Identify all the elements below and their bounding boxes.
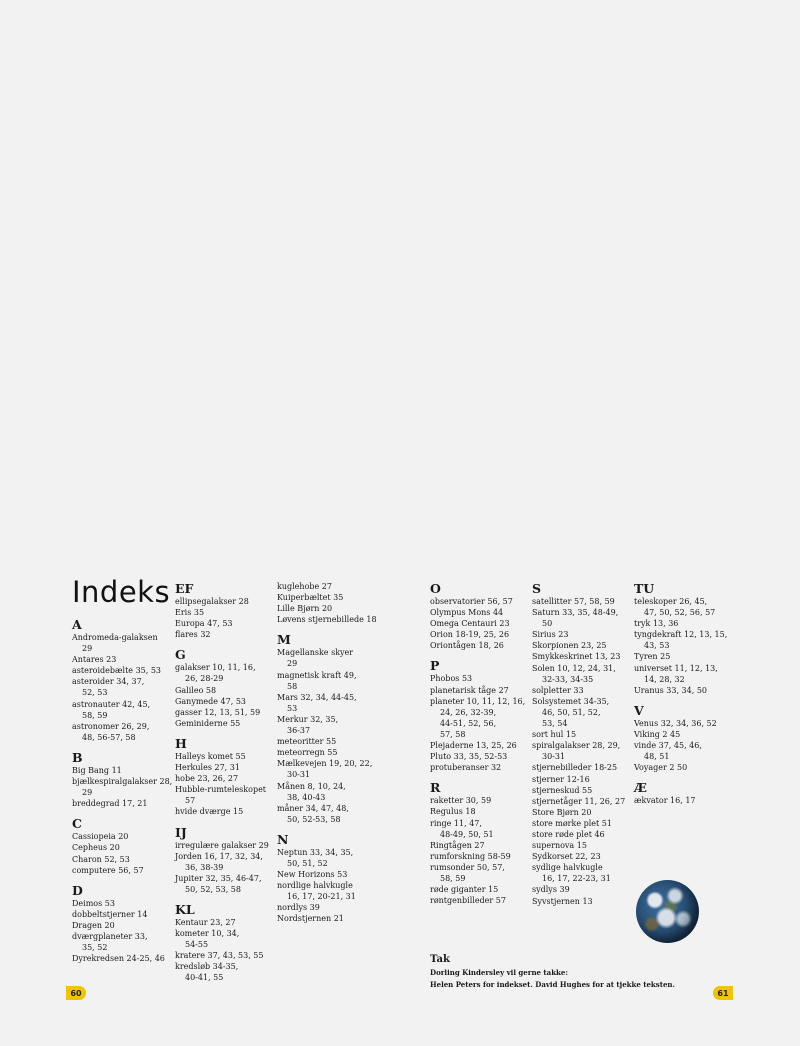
index-entry: protuberanser 32 [430, 763, 502, 773]
index-entry: New Horizons 53 [277, 870, 348, 880]
index-entry: ringe 11, 47, 48-49, 50, 51 [430, 818, 494, 839]
index-letter-heading: V [634, 702, 644, 718]
index-entry: Omega Centauri 23 [430, 619, 510, 629]
index-column-5 [532, 582, 632, 907]
index-entry: ækvator 16, 17 [634, 796, 696, 806]
page-title: Indeks [72, 575, 171, 609]
index-entry: Nordstjernen 21 [277, 914, 344, 924]
index-entry: måner 34, 47, 48, 50, 52-53, 58 [277, 803, 349, 824]
index-letter-heading: TU [634, 581, 655, 596]
index-entry: planeter 10, 11, 12, 16, 24, 26, 32-39, 44-51, 52, 56, 57, 58 [430, 696, 526, 739]
index-entry: Sirius 23 [532, 630, 569, 640]
index-letter-heading: M [277, 632, 291, 648]
index-entry: universet 11, 12, 13, 14, 28, 32 [634, 663, 718, 684]
index-entry: hobe 23, 26, 27 [175, 774, 239, 784]
index-entry: Lille Bjørn 20 [277, 604, 333, 614]
index-entry: Andromeda-galaksen 29 [72, 633, 158, 654]
index-entry: Geminiderne 55 [175, 718, 241, 728]
index-entry: tyngdekraft 12, 13, 15, 43, 53 [634, 630, 728, 651]
index-entry: Europa 47, 53 [175, 619, 233, 629]
index-entry: dværgplaneter 33, 35, 52 [72, 931, 148, 953]
index-entry: nordlys 39 [277, 903, 320, 913]
index-entry: Herkules 27, 31 [175, 763, 240, 773]
index-entry: Ganymede 47, 53 [175, 696, 246, 706]
index-entry: kredsløb 34-35, 40-41, 55 [175, 962, 239, 983]
index-letter-heading: S [532, 581, 542, 596]
index-entry: Sydkorset 22, 23 [532, 852, 601, 862]
index-entry: Big Bang 11 [72, 765, 122, 775]
index-entry: meteorregn 55 [277, 748, 338, 758]
index-entry: kratere 37, 43, 53, 55 [175, 951, 264, 961]
index-entry: vinde 37, 45, 46, 48, 51 [634, 741, 702, 762]
index-entry: nordlige halvkugle 16, 17, 20-21, 31 [277, 881, 356, 902]
index-entry: røde giganter 15 [430, 885, 499, 895]
index-letter-heading: KL [175, 901, 195, 917]
index-entry: astronauter 42, 45, 58, 59 [72, 699, 151, 720]
acknowledgements-title: Tak [430, 954, 450, 965]
index-entry: stjernebilleder 18-25 [532, 763, 618, 773]
index-entry: dobbeltstjerner 14 [72, 909, 148, 919]
index-entry: asteroidebælte 35, 53 [72, 666, 162, 676]
acknowledgements [430, 954, 690, 991]
index-entry: rumforskning 58-59 [430, 851, 511, 861]
index-entry: gasser 12, 13, 51, 59 [175, 707, 261, 717]
index-entry: sort hul 15 [532, 730, 577, 740]
index-entry: Jupiter 32, 35, 46-47, 50, 52, 53, 58 [175, 873, 262, 894]
index-entry: Dragen 20 [72, 920, 115, 930]
index-entry: breddegrad 17, 21 [72, 799, 148, 809]
index-entry: Orion 18-19, 25, 26 [430, 630, 510, 640]
index-entry: raketter 30, 59 [430, 796, 492, 806]
index-entry: galakser 10, 11, 16, 26, 28-29 [175, 663, 256, 684]
index-entry: Mars 32, 34, 44-45, 53 [277, 692, 357, 713]
index-column-2 [175, 582, 275, 984]
index-entry: Hubble-rumteleskopet 57 [175, 785, 267, 806]
page-number-left: 60 [66, 986, 86, 1000]
index-entry: flares 32 [175, 630, 211, 640]
index-entry: ellipsegalakser 28 [175, 597, 249, 606]
index-letter-heading: P [430, 658, 440, 674]
index-entry: Voyager 2 50 [634, 763, 688, 773]
index-column-4 [430, 582, 530, 906]
index-entry: Olympus Mons 44 [430, 608, 504, 618]
index-letter-heading: C [72, 816, 82, 832]
earth-image [636, 880, 699, 943]
index-entry: irregulære galakser 29 [175, 840, 269, 850]
index-entry: Pluto 33, 35, 52-53 [430, 752, 508, 762]
index-entry: Galileo 58 [175, 685, 217, 695]
index-entry: meteoritter 55 [277, 737, 337, 747]
index-column-1 [72, 618, 174, 964]
index-entry: sydlige halvkugle 16, 17, 22-23, 31 [532, 863, 611, 884]
index-entry: Ringtågen 27 [430, 840, 485, 850]
index-entry: Solen 10, 12, 24, 31, 32-33, 34-35 [532, 663, 616, 684]
index-column-3 [277, 581, 381, 925]
index-entry: astronomer 26, 29, 48, 56-57, 58 [72, 721, 150, 742]
index-entry: Antares 23 [72, 655, 117, 665]
index-entry: Kuiperbæltet 35 [277, 593, 344, 603]
index-letter-heading: R [430, 780, 441, 796]
index-entry: kuglehobe 27 [277, 582, 332, 591]
index-entry: tryk 13, 36 [634, 619, 679, 629]
index-entry: Skorpionen 23, 25 [532, 641, 607, 651]
index-letter-heading: H [175, 735, 187, 751]
index-entry: store røde plet 46 [532, 829, 605, 839]
index-entry: bjælkespiralgalakser 28, 29 [72, 777, 173, 798]
index-entry: Månen 8, 10, 24, 38, 40-43 [277, 781, 346, 802]
index-entry: solpletter 33 [532, 685, 584, 695]
index-entry: Deimos 53 [72, 898, 115, 908]
index-entry: Phobos 53 [430, 674, 473, 684]
index-entry: sydlys 39 [532, 885, 570, 895]
index-entry: hvide dværge 15 [175, 807, 244, 817]
acknowledgements-line-1: Dorling Kindersley vil gerne takke: [430, 968, 568, 977]
index-entry: Plejaderne 13, 25, 26 [430, 741, 517, 751]
index-entry: Magellanske skyer 29 [277, 648, 354, 669]
index-letter-heading: A [72, 617, 82, 632]
index-letter-heading: N [277, 831, 289, 847]
index-column-6 [634, 582, 734, 806]
index-letter-heading: D [72, 882, 83, 898]
index-entry: Neptun 33, 34, 35, 50, 51, 52 [277, 847, 354, 868]
index-entry: teleskoper 26, 45, 47, 50, 52, 56, 57 [634, 597, 716, 618]
index-entry: Oriontågen 18, 26 [430, 641, 504, 651]
index-entry: computere 56, 57 [72, 865, 144, 875]
index-entry: Løvens stjernebillede 18 [277, 615, 377, 625]
index-letter-heading: O [430, 581, 441, 596]
index-entry: Merkur 32, 35, 36-37 [277, 714, 339, 736]
index-letter-heading: IJ [175, 824, 187, 840]
index-entry: Venus 32, 34, 36, 52 [634, 718, 717, 728]
index-entry: Smykkeskrinet 13, 23 [532, 652, 621, 662]
index-entry: Viking 2 45 [634, 729, 681, 739]
page-number-right: 61 [713, 986, 733, 1000]
index-entry: Regulus 18 [430, 807, 476, 817]
index-entry: store mørke plet 51 [532, 818, 612, 828]
index-entry: Eris 35 [175, 608, 205, 618]
index-entry: observatorier 56, 57 [430, 597, 513, 606]
index-entry: stjerner 12-16 [532, 774, 590, 784]
index-entry: Tyren 25 [634, 652, 671, 662]
index-entry: Jorden 16, 17, 32, 34, 36, 38-39 [175, 851, 263, 872]
index-entry: stjerneskud 55 [532, 785, 593, 795]
index-entry: Mælkevejen 19, 20, 22, 30-31 [277, 759, 373, 780]
index-entry: stjernetåger 11, 26, 27 [532, 796, 626, 806]
acknowledgements-line-2: Helen Peters for indekset. David Hughes for at tjekke teksten. [430, 980, 675, 989]
index-letter-heading: EF [175, 581, 194, 596]
index-entry: asteroider 34, 37, 52, 53 [72, 677, 145, 698]
index-entry: spiralgalakser 28, 29, 30-31 [532, 741, 621, 762]
index-entry: supernova 15 [532, 841, 587, 851]
index-entry: Cassiopeia 20 [72, 832, 129, 842]
index-entry: Kentaur 23, 27 [175, 917, 236, 927]
index-entry: kometer 10, 34, 54-55 [175, 929, 240, 950]
index-entry: Store Bjørn 20 [532, 807, 592, 817]
index-entry: Solsystemet 34-35, 46, 50, 51, 52, 53, 54 [532, 696, 610, 729]
index-entry: Syvstjernen 13 [532, 896, 593, 906]
index-letter-heading: G [175, 647, 186, 663]
index-entry: Dyrekredsen 24-25, 46 [72, 954, 165, 964]
index-entry: satellitter 57, 58, 59 [532, 597, 615, 606]
index-entry: magnetisk kraft 49, 58 [277, 670, 357, 691]
index-letter-heading: Æ [634, 780, 647, 796]
index-entry: planetarisk tåge 27 [430, 685, 509, 695]
index-entry: rumsonder 50, 57, 58, 59 [430, 862, 505, 883]
index-entry: røntgenbilleder 57 [430, 896, 506, 906]
index-entry: Saturn 33, 35, 48-49, 50 [532, 608, 619, 629]
index-entry: Uranus 33, 34, 50 [634, 685, 707, 695]
index-entry: Charon 52, 53 [72, 854, 130, 864]
index-entry: Halleys komet 55 [175, 751, 246, 761]
index-letter-heading: B [72, 749, 83, 765]
index-entry: Cepheus 20 [72, 843, 120, 853]
